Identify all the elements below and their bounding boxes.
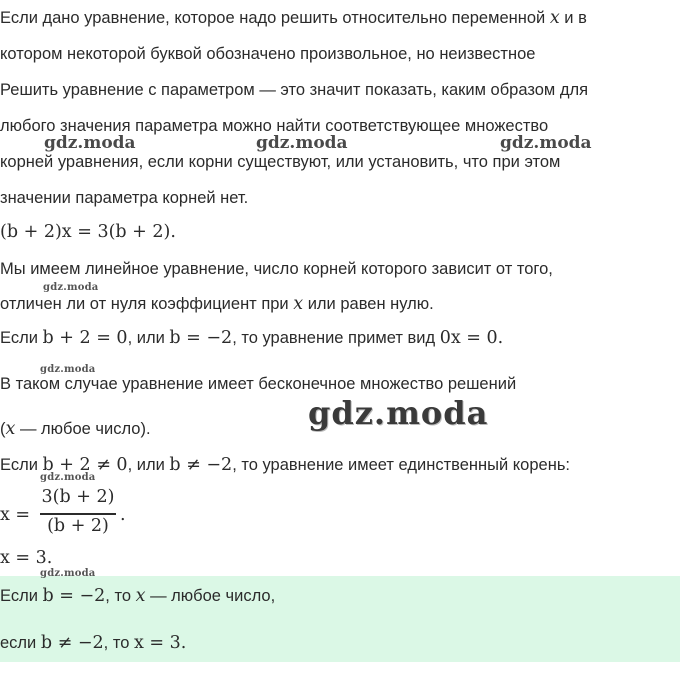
text-line-1: Если дано уравнение, которое надо решить относительно переменной x и в — [0, 8, 587, 28]
fraction-denominator: (b + 2) — [47, 516, 109, 536]
fraction-bar — [40, 513, 116, 515]
text-line-2: котором некоторой буквой обозначено произвольное, но неизвестное — [0, 45, 536, 63]
watermark: gdz.moda — [256, 133, 348, 153]
watermark: gdz.moda — [500, 133, 592, 153]
equation-1: (b + 2)x = 3(b + 2). — [0, 222, 176, 242]
text-line-9: Если b + 2 = 0, или b = −2, то уравнение примет вид 0x = 0. — [0, 328, 504, 348]
fraction-lhs: x = — [0, 505, 31, 525]
text-line-6: значении параметра корней нет. — [0, 189, 249, 207]
math-var: x — [293, 294, 304, 314]
answer-line-2: если b ≠ −2, то x = 3. — [0, 633, 187, 653]
text-line-8: отличен ли от нуля коэффициент при x или равен нулю. — [0, 294, 434, 314]
text-line-7: Мы имеем линейное уравнение, число корней которого зависит от того, — [0, 260, 553, 278]
watermark: gdz.moda — [40, 568, 96, 579]
text-line-4: любого значения параметра можно найти соответствующее множество — [0, 117, 549, 135]
text-line-5: корней уравнения, если корни существуют, или установить, что при этом — [0, 153, 561, 171]
equation-result: x = 3. — [0, 548, 53, 568]
text-line-11: (x — любое число). — [0, 419, 151, 439]
watermark: gdz.moda — [40, 472, 96, 483]
watermark: gdz.moda — [43, 282, 99, 293]
watermark: gdz.moda — [44, 133, 136, 153]
math-var: x — [549, 8, 560, 28]
answer-line-1: Если b = −2, то x — любое число, — [0, 586, 276, 606]
text-line-3: Решить уравнение с параметром — это значит показать, каким образом для — [0, 81, 589, 99]
fraction-end: . — [120, 505, 126, 525]
watermark-large: gdz.moda — [308, 394, 489, 432]
text-line-10: В таком случае уравнение имеет бесконечное множество решений — [0, 375, 517, 393]
fraction-numerator: 3(b + 2) — [41, 487, 115, 507]
watermark: gdz.moda — [40, 364, 96, 375]
text-line-12: Если b + 2 ≠ 0, или b ≠ −2, то уравнение имеет единственный корень: — [0, 455, 571, 475]
